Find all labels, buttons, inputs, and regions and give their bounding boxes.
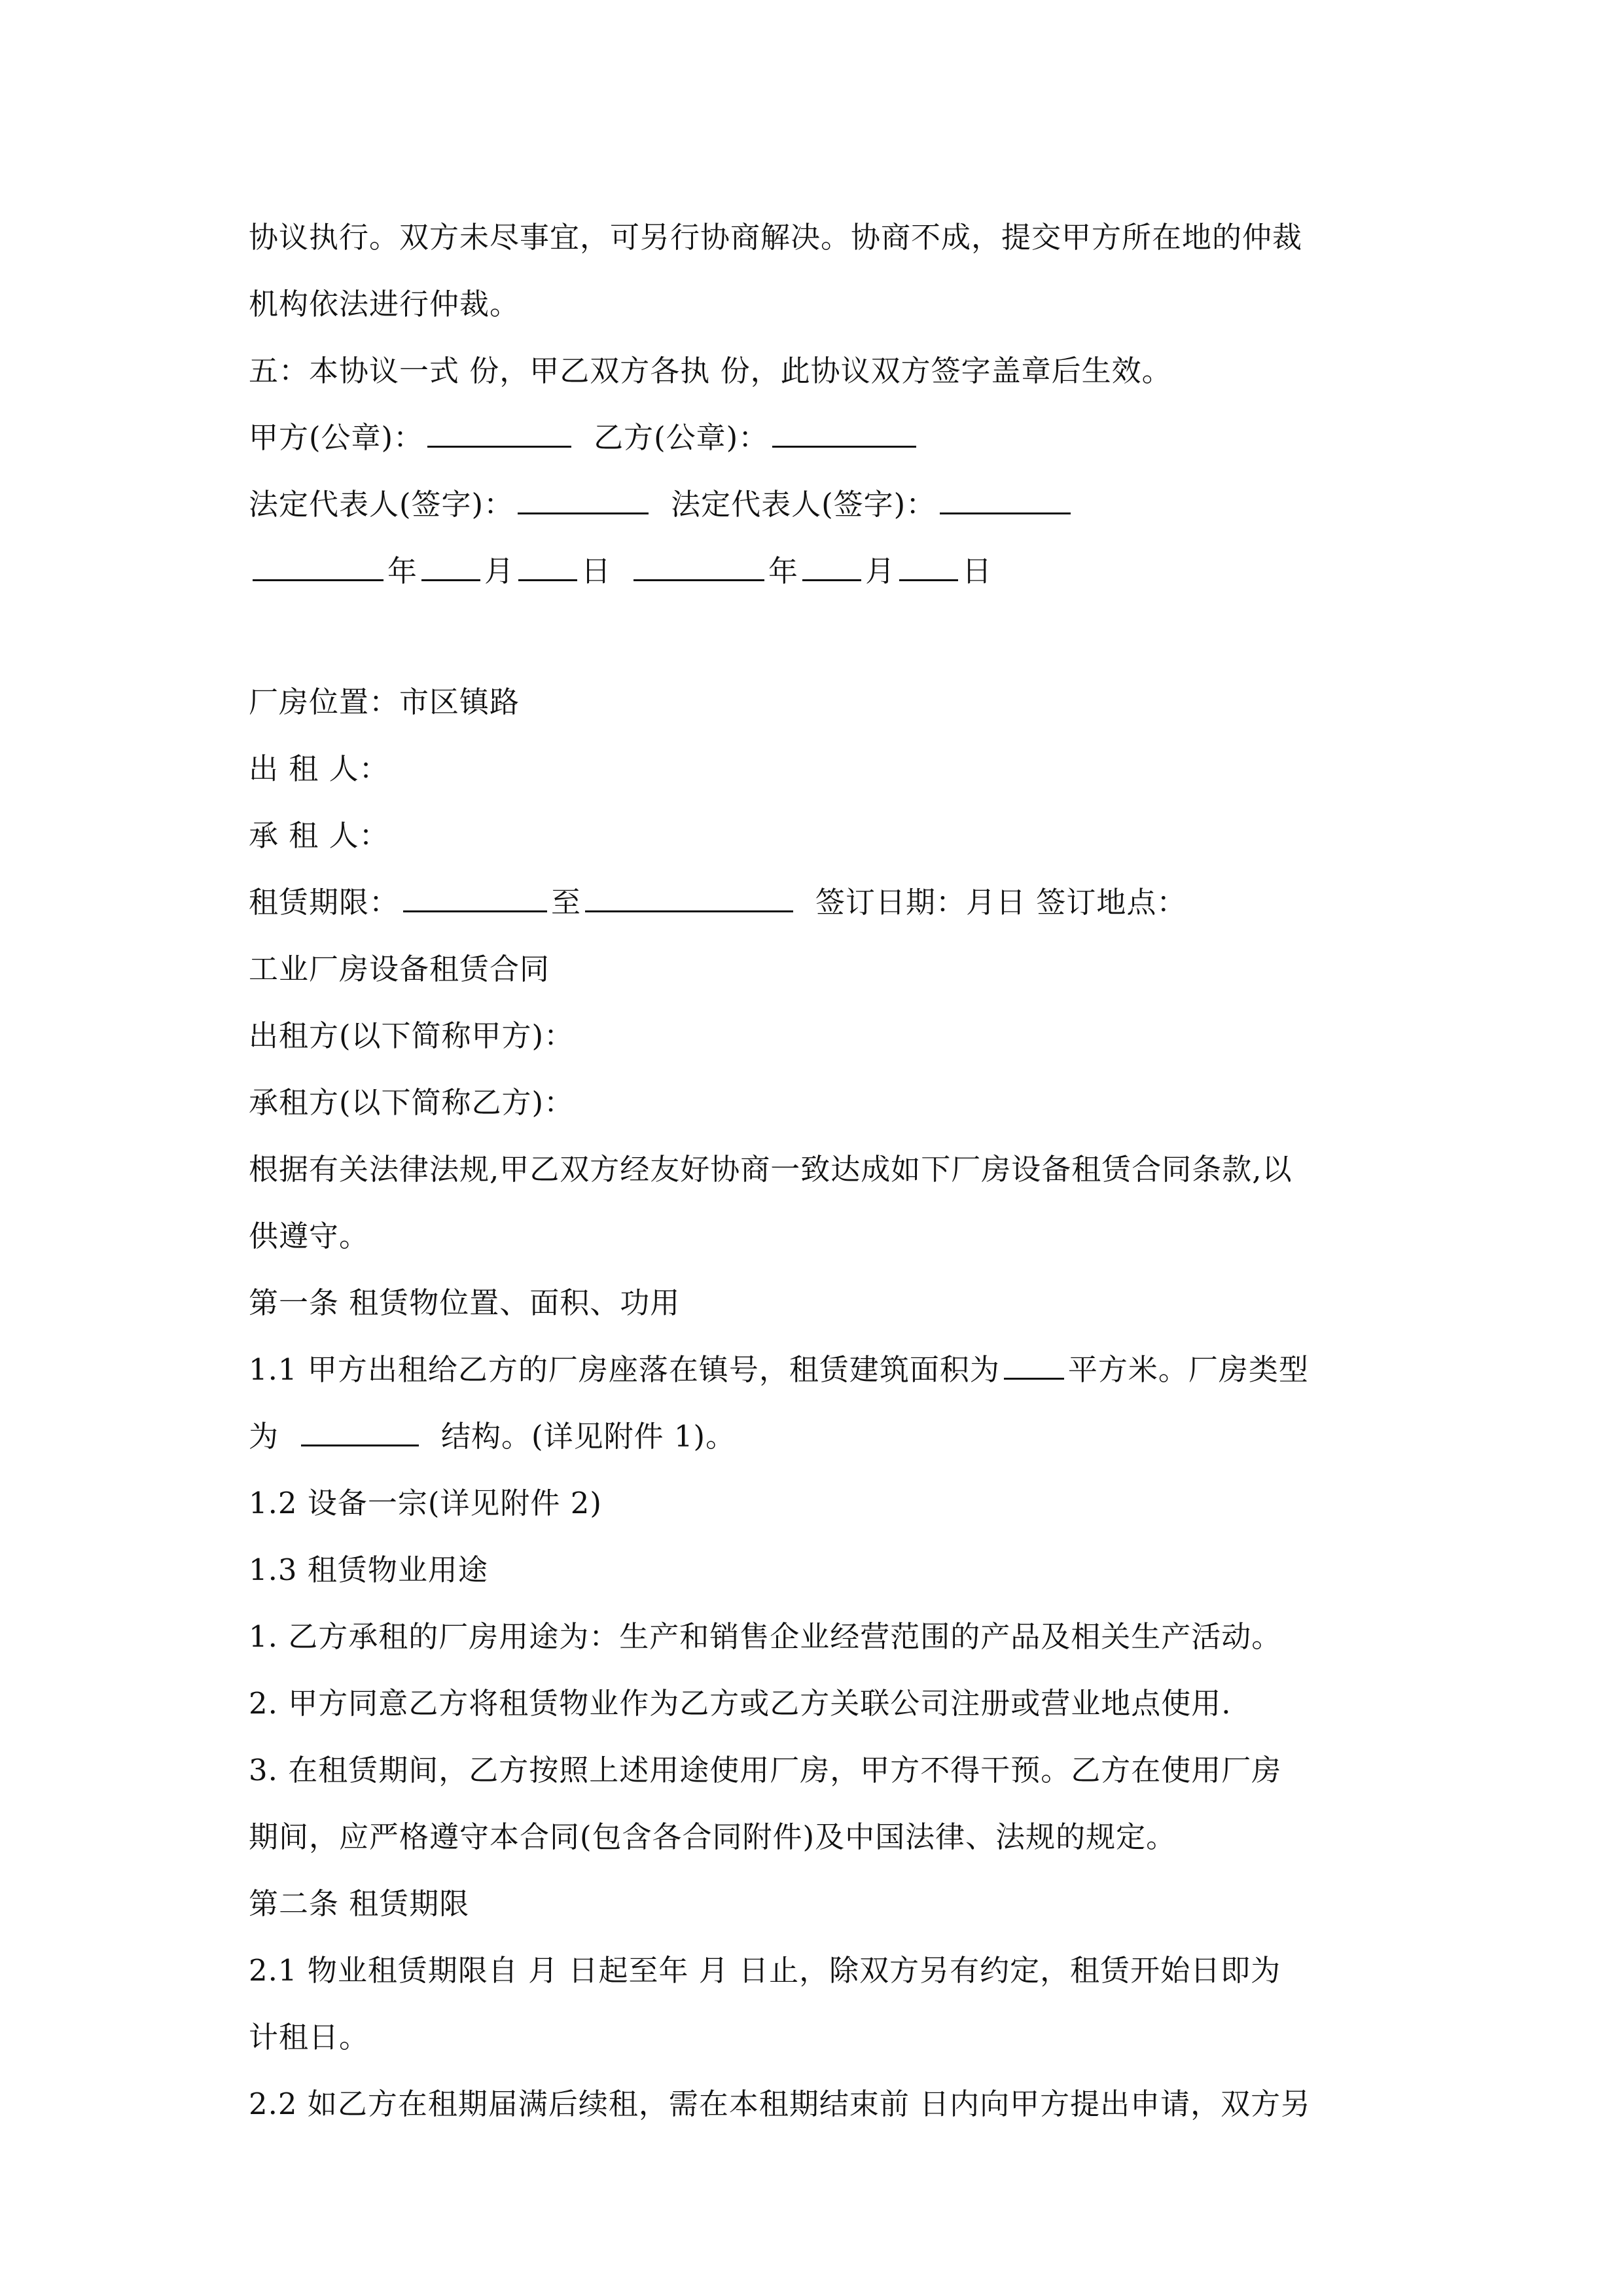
month-blank-2: [802, 540, 861, 581]
day-blank-2: [899, 540, 958, 581]
lease-to-label: 至: [551, 885, 582, 920]
month-label-2: 月: [865, 554, 896, 588]
signature-line: [249, 471, 1387, 538]
day-blank: [518, 540, 577, 581]
party-b-seal-label: 乙方(公章)：: [594, 420, 769, 455]
text-line: 厂房位置：市区镇路: [249, 685, 520, 719]
lease-start-blank: [403, 871, 547, 912]
signing-info-label: 签订日期：月日 签订地点：: [815, 885, 1187, 920]
text-line: 1.2 设备一宗(详见附件 2): [249, 1486, 602, 1520]
party-a-rep-label: 法定代表人(签字)：: [249, 487, 514, 522]
structure-blank: [301, 1405, 419, 1446]
text-line: 承 租 人：: [249, 818, 389, 853]
article-heading: 第二条 租赁期限: [249, 1886, 470, 1921]
seal-line: [249, 404, 1387, 471]
clause-1-1-cont: [249, 1403, 1387, 1470]
party-a-seal-blank: [427, 406, 571, 448]
text-line: 2.2 如乙方在租期届满后续租，需在本租期结束前 日内向甲方提出申请，双方另: [249, 2087, 1311, 2121]
text-line: 2.1 物业租赁期限自 月 日起至年 月 日止，除双方另有约定，租赁开始日即为: [249, 1953, 1281, 1988]
text-line: 3. 在租赁期间，乙方按照上述用途使用厂房，甲方不得干预。乙方在使用厂房: [249, 1753, 1282, 1787]
day-label-2: 日: [962, 554, 993, 588]
text-line: 计租日。: [249, 2020, 370, 2054]
clause-text: 结构。(详见附件 1)。: [441, 1419, 736, 1454]
party-a-rep-blank: [518, 473, 649, 514]
text-line: 1. 乙方承租的厂房用途为：生产和销售企业经营范围的产品及相关生产活动。: [249, 1619, 1282, 1654]
text-line: 2. 甲方同意乙方将租赁物业作为乙方或乙方关联公司注册或营业地点使用.: [249, 1686, 1232, 1721]
party-b-seal-blank: [772, 406, 916, 448]
year-label-2: 年: [768, 554, 799, 588]
text-line: 五：本协议一式 份，甲乙双方各执 份，此协议双方签字盖章后生效。: [249, 353, 1172, 388]
party-b-rep-label: 法定代表人(签字)：: [671, 487, 936, 522]
date-line: [249, 538, 1387, 605]
document-body: [249, 204, 1387, 2138]
section-gap: [249, 605, 1387, 669]
year-label: 年: [387, 554, 418, 588]
area-blank: [1004, 1338, 1064, 1380]
text-line: 出 租 人：: [249, 751, 389, 786]
day-label: 日: [581, 554, 612, 588]
text-line: 供遵守。: [249, 1219, 370, 1253]
text-line: 1.3 租赁物业用途: [249, 1552, 488, 1587]
lease-term-label: 租赁期限：: [249, 885, 400, 920]
text-line: 根据有关法律法规,甲乙双方经友好协商一致达成如下厂房设备租赁合同条款,以: [249, 1152, 1293, 1187]
clause-text: 平方米。厂房类型: [1067, 1352, 1309, 1387]
article-heading: 第一条 租赁物位置、面积、功用: [249, 1285, 681, 1320]
text-line: 机构依法进行仲裁。: [249, 287, 520, 321]
text-line: 出租方(以下简称甲方)：: [249, 1018, 575, 1053]
lease-term-line: [249, 869, 1387, 936]
contract-title: 工业厂房设备租赁合同: [249, 952, 550, 986]
year-blank: [253, 540, 383, 581]
month-label: 月: [484, 554, 515, 588]
text-line: 期间，应严格遵守本合同(包含各合同附件)及中国法律、法规的规定。: [249, 1820, 1177, 1854]
text-line: 承租方(以下简称乙方)：: [249, 1085, 575, 1120]
text-line: 协议执行。双方未尽事宜，可另行协商解决。协商不成，提交甲方所在地的仲裁: [249, 220, 1303, 255]
party-a-seal-label: 甲方(公章)：: [249, 420, 424, 455]
clause-1-1: [249, 1336, 1387, 1403]
month-blank: [421, 540, 480, 581]
clause-text: 为: [249, 1419, 279, 1454]
lease-end-blank: [585, 871, 793, 912]
clause-text: 1.1 甲方出租给乙方的厂房座落在镇号，租赁建筑面积为: [249, 1352, 1000, 1387]
party-b-rep-blank: [940, 473, 1071, 514]
year-blank-2: [633, 540, 764, 581]
